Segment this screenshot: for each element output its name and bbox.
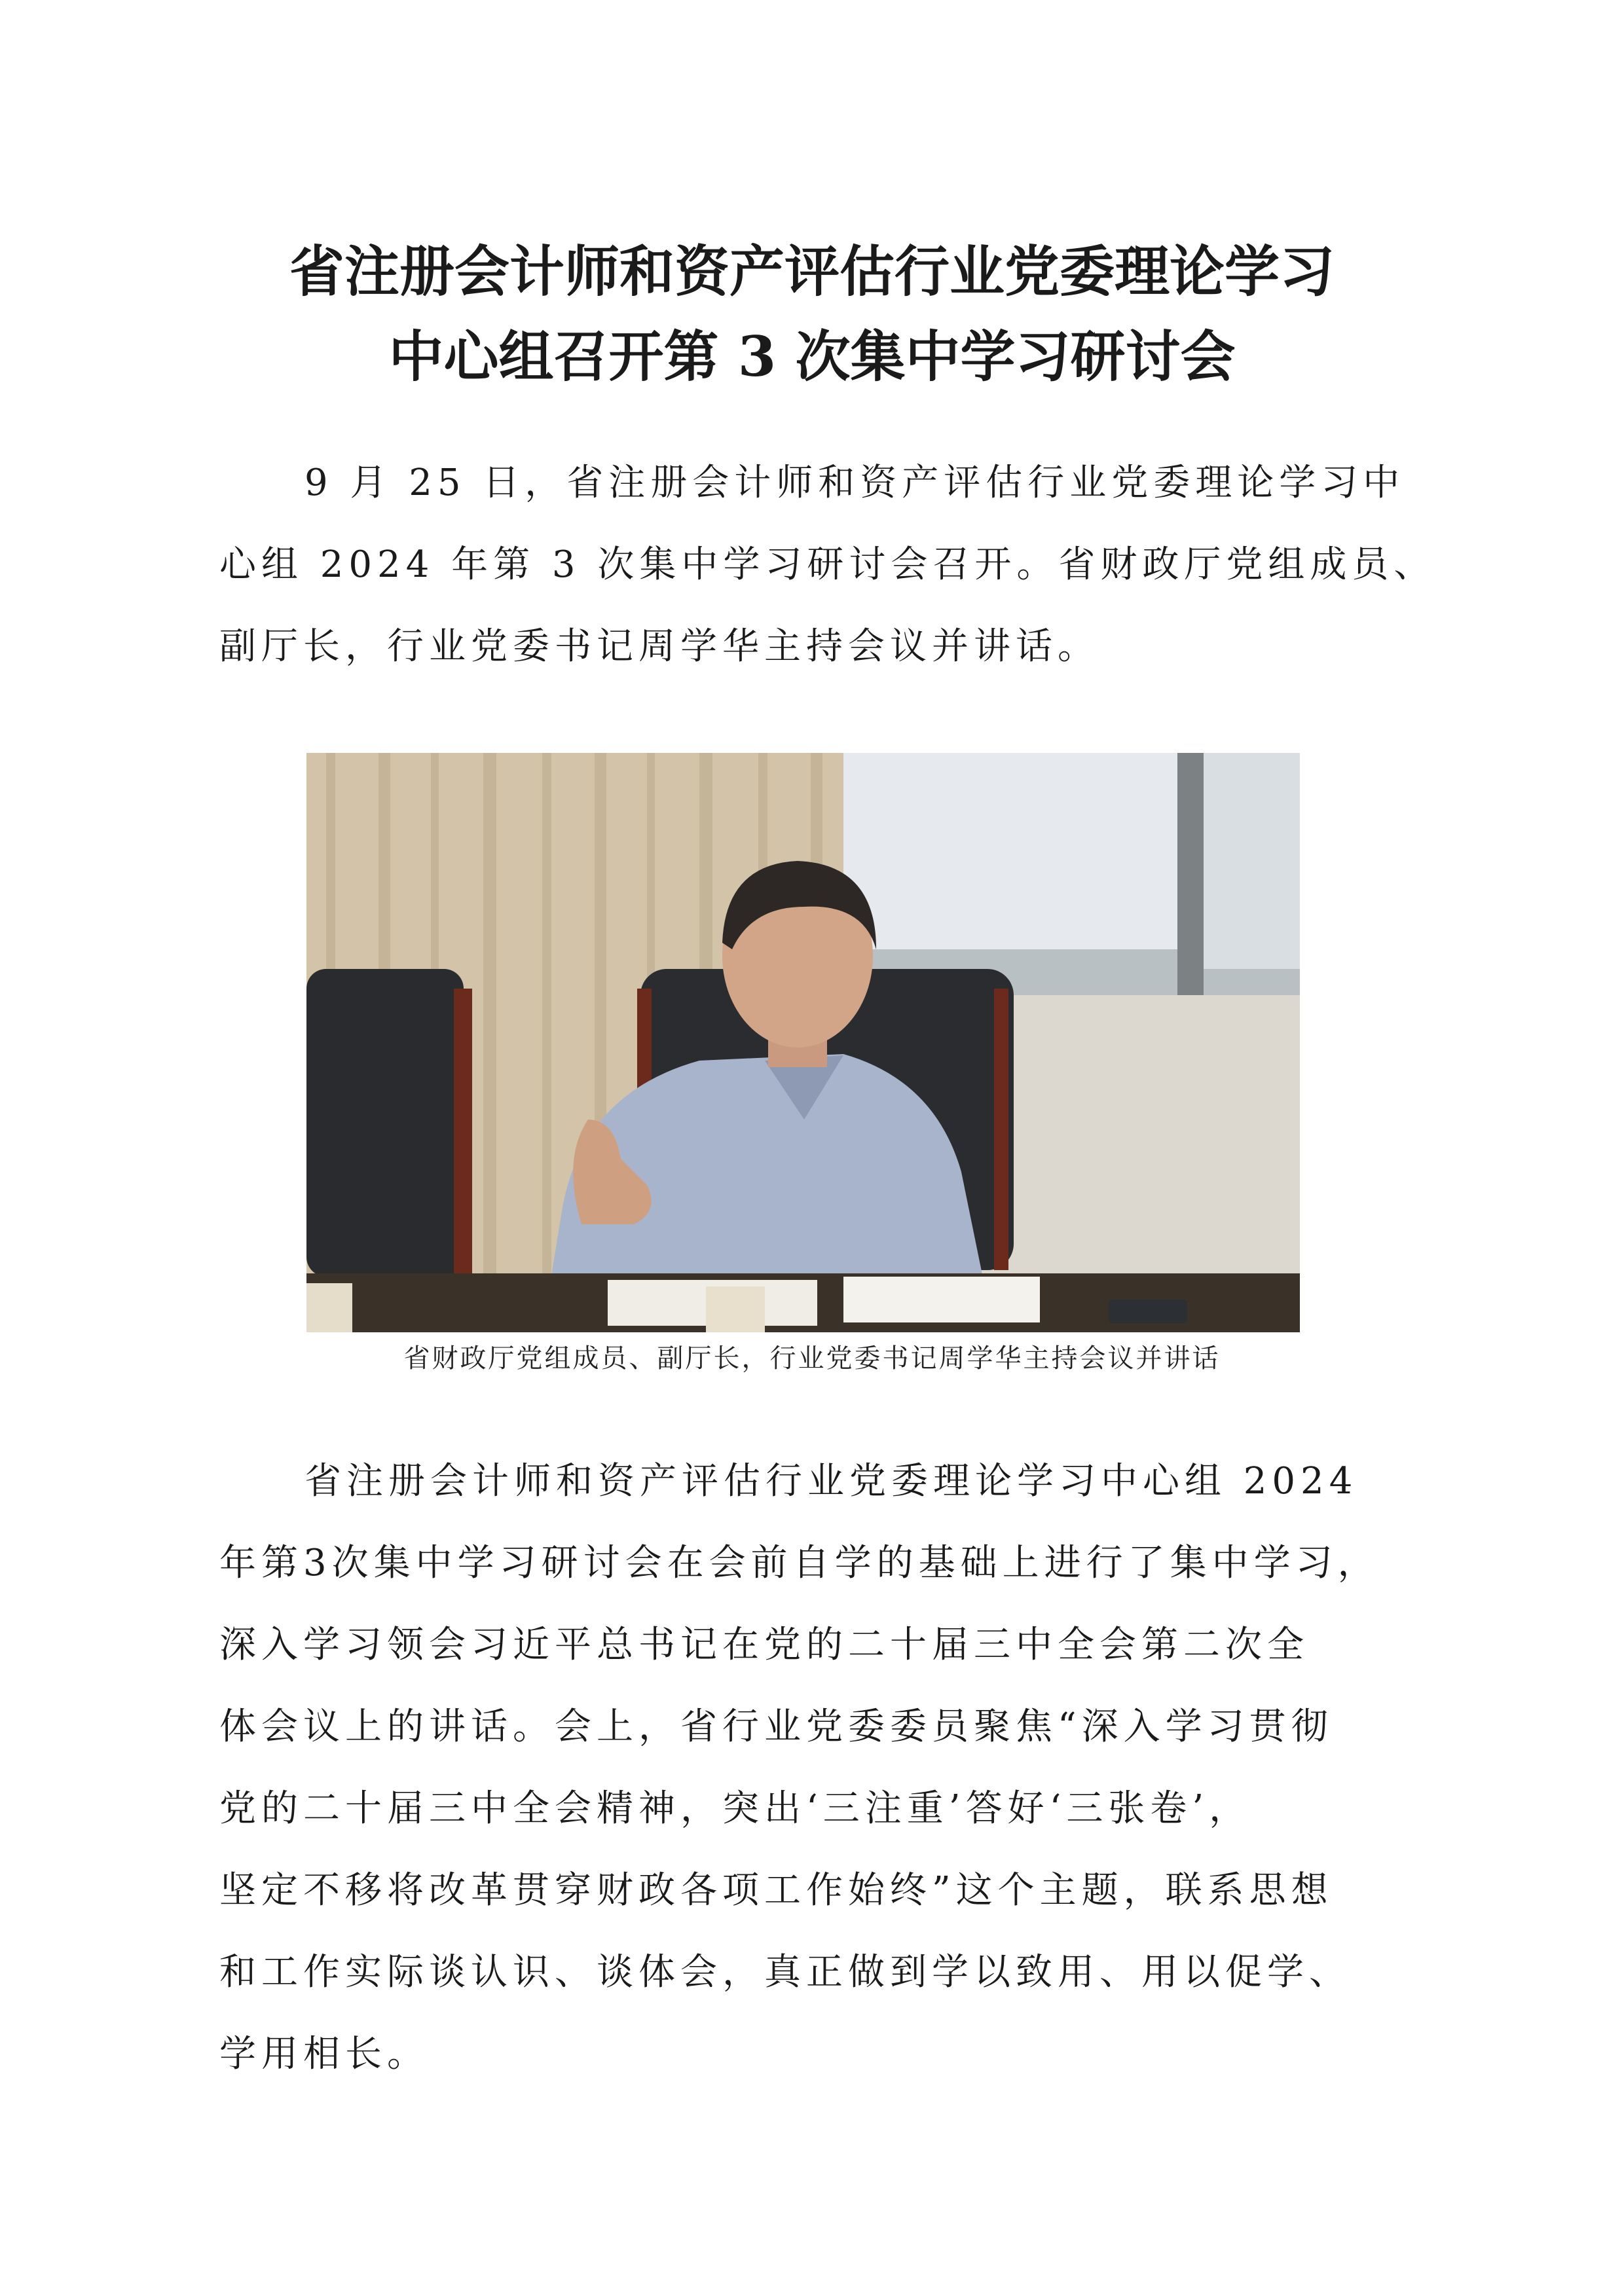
photo-caption: 省财政厅党组成员、副厅长，行业党委书记周学华主持会议并讲话 <box>403 1343 1221 1374</box>
paragraph-line: 党的二十届三中全会精神，突出‘三注重’答好‘三张卷’， <box>219 1787 1251 1830</box>
paragraph-line: 9 月 25 日，省注册会计师和资产评估行业党委理论学习中 <box>304 462 1405 504</box>
meeting-photo <box>306 753 1300 1332</box>
paragraph-line: 深入学习领会习近平总书记在党的二十届三中全会第二次全 <box>219 1624 1309 1666</box>
paragraph-line: 和工作实际谈认识、谈体会，真正做到学以致用、用以促学、 <box>219 1951 1351 1994</box>
paragraph-line: 坚定不移将改革贯穿财政各项工作始终”这个主题，联系思想 <box>219 1869 1333 1912</box>
intro-paragraph <box>219 442 1436 687</box>
body-paragraph <box>219 1440 1431 2095</box>
article-title-line-1: 省注册会计师和资产评估行业党委理论学习 <box>289 239 1335 304</box>
paragraph-line: 体会议上的讲话。会上，省行业党委委员聚焦“深入学习贯彻 <box>219 1705 1333 1748</box>
paragraph-line: 省注册会计师和资产评估行业党委理论学习中心组 2024 <box>304 1460 1358 1503</box>
paragraph-line: 学用相长。 <box>219 2033 429 2075</box>
paragraph-line: 年第3次集中学习研讨会在会前自学的基础上进行了集中学习， <box>219 1542 1380 1584</box>
paragraph-line: 副厅长，行业党委书记周学华主持会议并讲话。 <box>219 625 1099 668</box>
article-title-line-2: 中心组召开第 3 次集中学习研讨会 <box>388 324 1236 389</box>
paragraph-line: 心组 2024 年第 3 次集中学习研讨会召开。省财政厅党组成员、 <box>219 543 1436 586</box>
meeting-photo-illustration <box>306 753 1300 1332</box>
